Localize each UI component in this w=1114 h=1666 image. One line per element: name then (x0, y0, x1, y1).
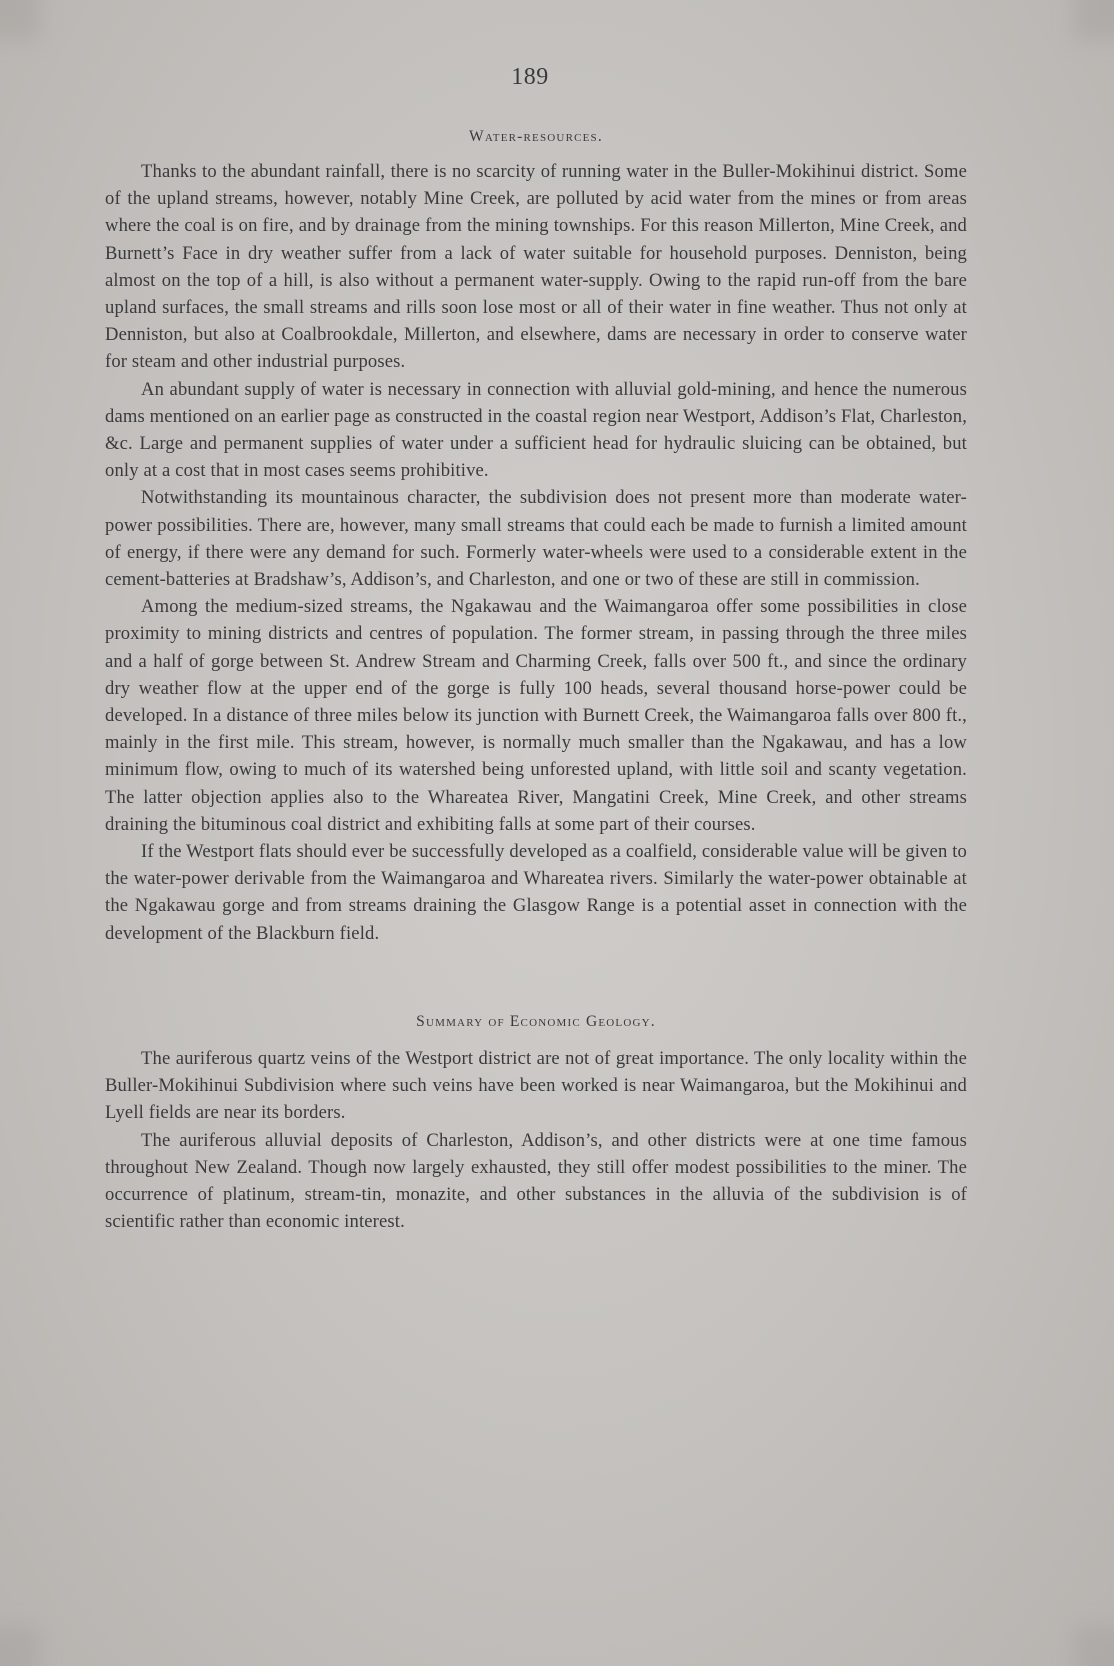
page-corner-shadow (0, 0, 40, 40)
paragraph: Thanks to the abundant rainfall, there is no scarcity of running water in the Buller-Mokihinui district. Some of the upland streams, however, notably Mine Creek, are polluted by acid water from the mines or from areas where the coal is on fire, and by drainage from the mining townships. For this reason Millerton, Mine Creek, and Burnett’s Face in dry weather suffer from a lack of water suitable for household purposes. Denniston, being almost on the top of a hill, is also without a permanent water-supply. Owing to the rapid run-off from the bare upland surfaces, the small streams and rills soon lose most or all of their water in fine weather. Thus not only at Denniston, but also at Coalbrookdale, Millerton, and elsewhere, dams are necessary in order to conserve water for steam and other industrial purposes. (105, 161, 967, 373)
section-heading: Summary of Economic Geology. (416, 1012, 656, 1030)
page-corner-shadow (0, 1626, 40, 1666)
page-corner-shadow (1074, 1626, 1114, 1666)
section-heading: Water-resources. (469, 128, 603, 145)
page-content (105, 120, 967, 1235)
section-summary-economic-geology (105, 1013, 967, 1235)
paragraph: An abundant supply of water is necessary in connection with alluvial gold-mining, and hence the numerous dams mentioned on an earlier page as constructed in the coastal region near Westport, Addison’s Flat, Charleston, &c. Large and permanent supplies of water under a sufficient head for hydraulic sluicing can be obtained, but only at a cost that in most cases seems prohibitive. (105, 378, 967, 482)
paragraph: The auriferous quartz veins of the Westport district are not of great importance. The only locality within the Buller-Mokihinui Subdivision where such veins have been worked is near Waimangaroa, but the Mokihinui and Lyell fields are near its borders. (105, 1047, 967, 1124)
page-number: 189 (511, 64, 549, 90)
paragraph: Among the medium-sized streams, the Ngakawau and the Waimangaroa offer some possibilities in close proximity to mining districts and centres of population. The former stream, in passing through the three miles and a half of gorge between St. Andrew Stream and Charming Creek, falls over 500 ft., and since the ordinary dry weather flow at the upper end of the gorge is fully 100 heads, several thousand horse-power could be developed. In a distance of three miles below its junction with Burnett Creek, the Waimangaroa falls over 800 ft., mainly in the first mile. This stream, however, is normally much smaller than the Ngakawau, and has a low minimum flow, owing to much of its watershed being unforested upland, with little soil and scanty vegetation. The latter objection applies also to the Whareatea River, Mangatini Creek, Mine Creek, and other streams draining the bituminous coal district and exhibiting falls at some part of their courses. (105, 596, 967, 835)
page-corner-shadow (1074, 0, 1114, 40)
paragraph: The auriferous alluvial deposits of Charleston, Addison’s, and other districts were at one time famous throughout New Zealand. Though now largely exhausted, they still offer modest possibilities to the miner. The occurrence of platinum, stream-tin, monazite, and other substances in the alluvia of the subdivision is of scientific rather than economic interest. (105, 1129, 967, 1233)
section-water-resources (105, 128, 967, 947)
paragraph: If the Westport flats should ever be successfully developed as a coalfield, considerable value will be given to the water-power derivable from the Waimangaroa and Whareatea rivers. Similarly the water-power obtainable at the Ngakawau gorge and from streams draining the Glasgow Range is a potential asset in connection with the development of the Blackburn field. (105, 841, 967, 944)
paragraph: Notwithstanding its mountainous character, the subdivision does not present more than moderate water-power possibilities. There are, however, many small streams that could each be made to furnish a limited amount of energy, if there were any demand for such. Formerly water-wheels were used to a considerable extent in the cement-batteries at Bradshaw’s, Addison’s, and Charleston, and one or two of these are still in commission. (105, 487, 967, 591)
